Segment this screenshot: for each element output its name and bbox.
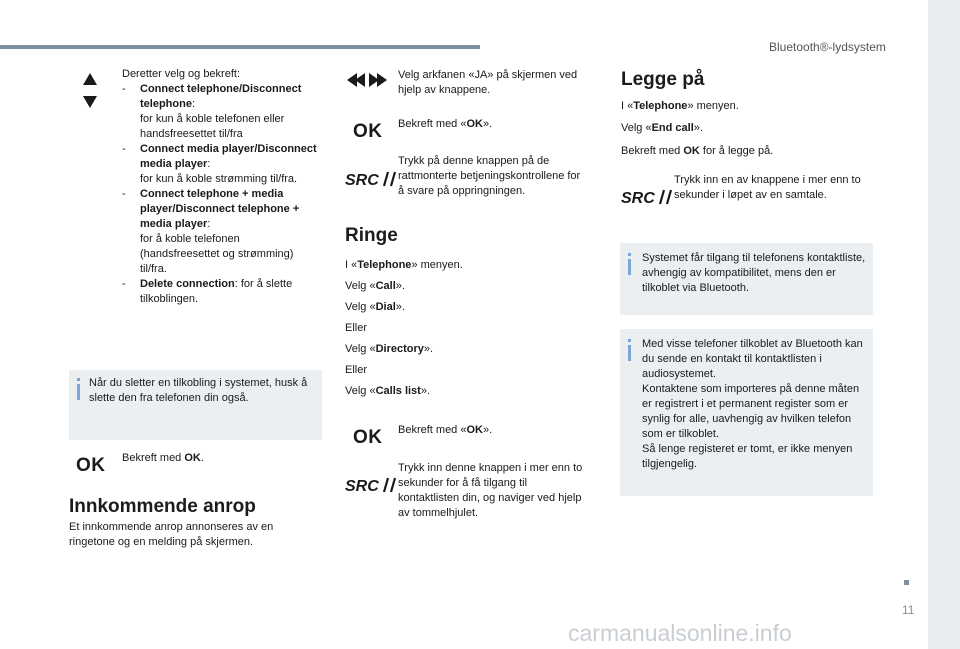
note-paragraph: Med visse telefoner tilkoblet av Bluetooth kan du sende en kontakt til kontaktlisten i audiosystemet.	[642, 338, 863, 380]
note-paragraph: Kontaktene som importeres på denne måten er registrert i et permanent register som er synlig for alle, uavhengig av hvilken telefon som er tilkoblet.	[642, 383, 860, 440]
section-title: Bluetooth®-lydsystem	[769, 40, 886, 54]
page-marker	[904, 580, 909, 585]
option-list	[122, 82, 322, 307]
connection-options	[122, 67, 322, 307]
arrows-text: Velg arkfanen «JA» på skjermen ved hjelp av knappene.	[398, 69, 578, 96]
left-right-arrows-icon	[346, 72, 388, 93]
ok-button-icon: OK	[76, 455, 106, 476]
list-item: - Connect media player/Disconnect media player: for kun å koble strømming til/fra.	[122, 143, 317, 185]
page-number: 11	[902, 603, 915, 617]
option-rest: :	[191, 98, 196, 110]
list-item: - Delete connection: for å slette tilkoblingen.	[122, 278, 293, 305]
option-rest: : for å slette tilkoblingen.	[140, 278, 293, 305]
note-text	[642, 337, 870, 472]
src-hangup-text: Trykk inn en av knappene i mer enn to sekunder i løpet av en samtale.	[674, 174, 861, 201]
src-label: SRC	[345, 478, 379, 495]
note-text: Når du sletter en tilkobling i systemet, husk å slette den fra telefonen din også.	[89, 377, 308, 404]
list-item: - Connect telephone + media player/Disconnect telephone + media player: for å koble telefonen (handsfreesettet og strømming) til/fra.	[122, 188, 300, 275]
step-line: Eller	[345, 364, 368, 376]
hangup-line-2: Velg «End call».	[621, 122, 703, 134]
heading-incoming: Innkommende anrop	[69, 496, 256, 517]
call-steps	[345, 258, 585, 405]
step-line: Velg «Directory».	[345, 343, 434, 355]
step-line: I «Telephone» menyen.	[345, 259, 463, 271]
intro-text: Deretter velg og bekreft:	[122, 68, 241, 80]
option-name: Connect media player/Disconnect media player	[140, 143, 317, 170]
note-box	[620, 243, 873, 315]
note-box	[620, 329, 873, 496]
step-line: Velg «Call».	[345, 280, 405, 292]
src-contacts-text: Trykk inn denne knappen i mer enn to sekunder for å få tilgang til kontaktlisten din, og naviger ved hjelp av tommelhjulet.	[398, 462, 583, 519]
confirm-text: Bekreft med OK.	[122, 452, 204, 464]
watermark: carmanualsonline.info	[568, 620, 792, 646]
heading-call: Ringe	[345, 225, 398, 246]
note-paragraph: Så lenge registeret er tomt, er ikke menyen tilgjengelig.	[642, 443, 853, 470]
option-name: Connect telephone/Disconnect telephone	[140, 83, 302, 110]
up-down-arrows-icon	[80, 70, 100, 115]
option-name: Delete connection	[140, 278, 235, 290]
info-icon-dot	[628, 339, 631, 342]
src-label: SRC	[345, 172, 379, 189]
incoming-text: Et innkommende anrop annonseres av en ringetone og en melding på skjermen.	[69, 521, 274, 548]
info-icon-dot	[77, 378, 80, 381]
confirm-text: Bekreft med «OK».	[398, 118, 493, 130]
heading-hangup: Legge på	[621, 69, 705, 90]
src-phone-icon	[345, 477, 399, 496]
ok-button-icon: OK	[353, 121, 383, 142]
option-name: Connect telephone + media player/Disconnect telephone + media player	[140, 188, 300, 230]
option-rest: :	[207, 218, 211, 230]
hangup-line-3: Bekreft med OK for å legge på.	[621, 145, 774, 157]
option-desc: for kun å koble strømming til/fra.	[140, 173, 298, 185]
info-icon	[628, 345, 631, 361]
step-line: Eller	[345, 322, 368, 334]
ok-button-icon: OK	[353, 427, 383, 448]
confirm-text: Bekreft med «OK».	[398, 424, 493, 436]
info-icon	[628, 259, 631, 275]
option-desc: for å koble telefonen (handsfreesettet og strømming) til/fra.	[140, 233, 294, 275]
note-box	[69, 370, 322, 440]
src-answer-text: Trykk på denne knappen på de rattmonterte betjeningskontrollene for å svare på oppringningen.	[398, 155, 581, 197]
src-phone-icon	[621, 189, 675, 208]
hangup-line-1: I «Telephone» menyen.	[621, 100, 739, 112]
note-text: Systemet får tilgang til telefonens kontaktliste, avhengig av kompatibilitet, mens den er tilkoblet via Bluetooth.	[642, 252, 866, 294]
src-label: SRC	[621, 190, 655, 207]
step-line: Velg «Dial».	[345, 301, 405, 313]
side-strip	[928, 0, 960, 649]
option-desc: for kun å koble telefonen eller handsfreesettet til/fra	[140, 113, 285, 140]
header-rule	[0, 45, 480, 49]
info-icon-dot	[628, 253, 631, 256]
list-item: - Connect telephone/Disconnect telephone: for kun å koble telefonen eller handsfreesettet til/fra	[122, 83, 302, 140]
option-rest: :	[207, 158, 211, 170]
step-line: Velg «Calls list».	[345, 385, 431, 397]
src-phone-icon	[345, 171, 399, 190]
info-icon	[77, 384, 80, 400]
